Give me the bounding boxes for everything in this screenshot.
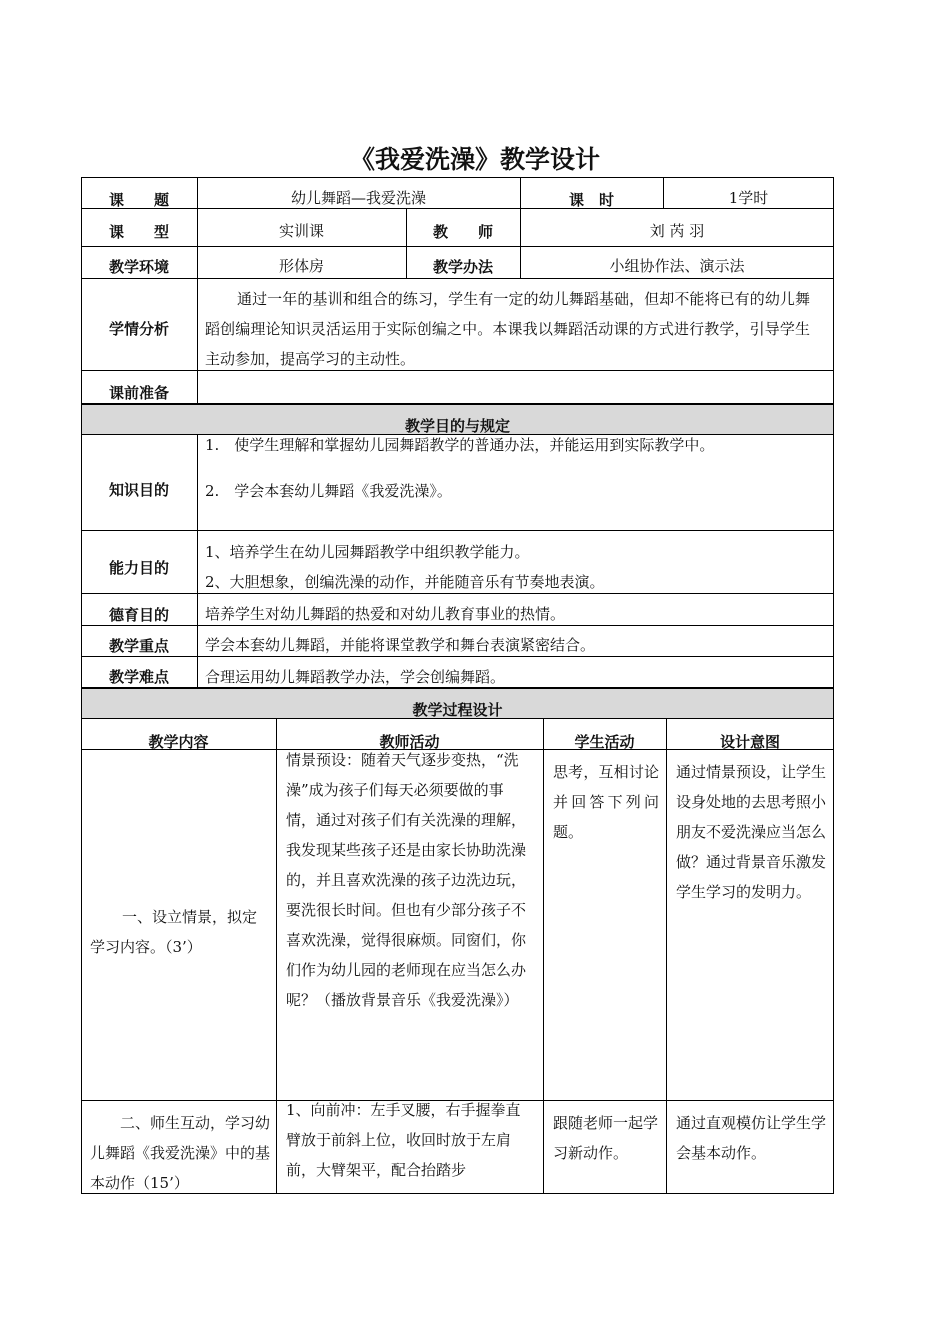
- row-2-content: 二、师生互动，学习幼儿舞蹈《我爱洗澡》中的基本动作（15’）: [90, 1114, 271, 1192]
- row-1-content: 一、设立情景，拟定学习内容。（3’）: [90, 908, 258, 956]
- key-value: 学会本套幼儿舞蹈，并能将课堂教学和舞台表演紧密结合。: [205, 636, 596, 654]
- key-label: 教学重点: [108, 637, 169, 655]
- row-1-teacher: 情景预设：随着天气逐步变热，“洗澡”成为孩子们每天必须要做的事情，通过对孩子们有关洗澡的理解，我发现某些孩子还是由家长协助洗澡的，并且喜欢洗澡的孩子边洗边玩，要洗很长时间。但也有少部分孩子不喜欢洗澡，觉得很麻烦。同窗们，你们作为幼儿园的老师现在应当怎么办呢？（播放背景音乐《我爱洗澡》）: [286, 751, 527, 1009]
- process-header: 教学过程设计: [412, 701, 503, 719]
- divider: [666, 718, 667, 1194]
- hours-label: 课 时: [568, 191, 614, 209]
- method-label: 教学办法: [432, 258, 493, 276]
- row-2-student: 跟随老师一起学习新动作。: [553, 1114, 659, 1162]
- column-header: 设计意图: [719, 733, 780, 751]
- divider: [276, 718, 277, 1194]
- type-label: 课 型: [108, 223, 169, 241]
- hours-value: 1学时: [728, 189, 769, 207]
- row-2-intent: 通过直观模仿让学生学会基本动作。: [676, 1114, 827, 1162]
- knowledge-item-1: 1. 使学生理解和掌握幼儿园舞蹈教学的普通办法，并能运用到实际教学中。: [205, 436, 715, 454]
- ability-item-1: 1、培养学生在幼儿园舞蹈教学中组织教学能力。: [205, 543, 530, 561]
- teacher-label: 教 师: [432, 223, 493, 241]
- prep-label: 课前准备: [108, 384, 169, 402]
- moral-value: 培养学生对幼儿舞蹈的热爱和对幼儿教育事业的热情。: [205, 605, 566, 623]
- divider: [81, 530, 834, 531]
- knowledge-item-2: 2. 学会本套幼儿舞蹈《我爱洗澡》。: [205, 482, 452, 500]
- row-1-student: 思考，互相讨论并回答下列问题。: [553, 763, 659, 841]
- row-1-intent: 通过情景预设，让学生设身处地的去思考照小朋友不爱洗澡应当怎么做？通过背景音乐激发学生学习的发明力。: [676, 763, 827, 901]
- column-header: 教师活动: [379, 733, 440, 751]
- env-value: 形体房: [278, 257, 324, 275]
- column-header: 教学内容: [148, 733, 209, 751]
- course-value: 幼儿舞蹈—我爱洗澡: [290, 189, 426, 207]
- ability-item-2: 2、大胆想象，创编洗澡的动作，并能随音乐有节奏地表演。: [205, 573, 605, 591]
- divider: [81, 246, 834, 247]
- type-value: 实训课: [278, 222, 324, 240]
- divider: [543, 718, 544, 1194]
- analysis-label: 学情分析: [108, 320, 169, 338]
- analysis-text: 通过一年的基训和组合的练习，学生有一定的幼儿舞蹈基础，但却不能将已有的幼儿舞蹈创编理论知识灵活运用于实际创编之中。本课我以舞蹈活动课的方式进行教学，引导学生主动参加，提高学习的主动性。: [205, 290, 810, 368]
- course-label: 课 题: [108, 191, 169, 209]
- difficulty-value: 合理运用幼儿舞蹈教学办法，学会创编舞蹈。: [205, 668, 506, 686]
- divider: [81, 718, 834, 719]
- method-value: 小组协作法、演示法: [609, 257, 745, 275]
- teacher-value: 刘 芮 羽: [649, 222, 705, 240]
- ability-label: 能力目的: [108, 559, 169, 577]
- difficulty-label: 教学难点: [108, 668, 169, 686]
- divider: [197, 434, 198, 688]
- moral-label: 德育目的: [108, 606, 169, 624]
- row-2-teacher: 1、向前冲：左手叉腰，右手握拳直臂放于前斜上位，收回时放于左肩前，大臂架平，配合抬踏步: [286, 1101, 521, 1179]
- knowledge-label: 知识目的: [108, 481, 169, 499]
- column-header: 学生活动: [574, 733, 635, 751]
- env-label: 教学环境: [108, 258, 169, 276]
- goals-header: 教学目的与规定: [404, 417, 510, 435]
- page-title: 《我爱洗澡》教学设计: [349, 145, 600, 174]
